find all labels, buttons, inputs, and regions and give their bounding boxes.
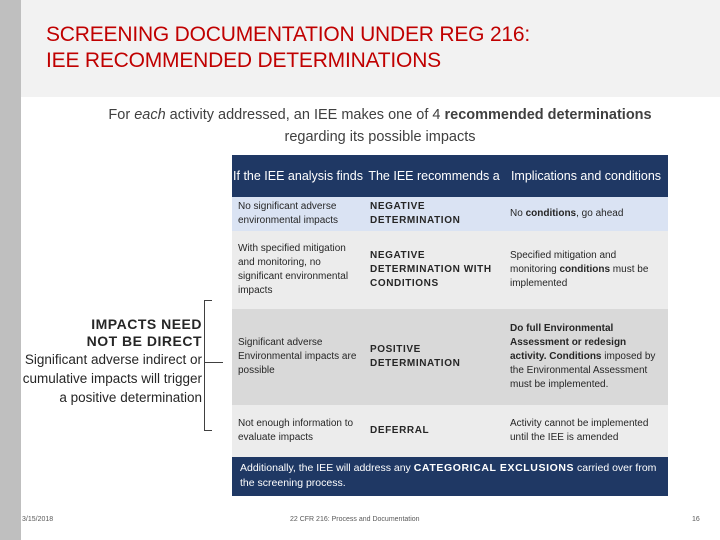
impacts-heading-2: NOT BE DIRECT bbox=[86, 333, 202, 349]
implications-cell bbox=[504, 309, 668, 405]
determination-cell: NEGATIVE DETERMINATION bbox=[370, 201, 461, 226]
impl-text: must be implemented bbox=[510, 264, 649, 289]
determination-cell: DEFERRAL bbox=[370, 425, 430, 436]
subtitle-line-2: regarding its possible impacts bbox=[284, 129, 476, 145]
slide-date: 3/15/2018 bbox=[22, 516, 54, 523]
slide-subtitle bbox=[40, 104, 720, 148]
impl-bold: Do full Environmental Assessment or redesign activity. bbox=[510, 323, 627, 362]
subtitle-text: activity addressed, an IEE makes one of 4 bbox=[165, 107, 445, 123]
impl-bold: conditions bbox=[559, 264, 611, 275]
finds-cell: With specified mitigation and monitoring, no significant environmental impacts bbox=[238, 243, 349, 296]
determination-cell: POSITIVE DETERMINATION bbox=[370, 344, 461, 369]
subtitle-text: For bbox=[108, 107, 135, 123]
impl-bold: conditions bbox=[525, 208, 577, 219]
implications-cell bbox=[504, 231, 668, 309]
impacts-body: Significant adverse indirect or cumulative impacts will trigger a positive determination bbox=[22, 352, 202, 405]
impl-bold: Conditions bbox=[549, 351, 602, 362]
footer-bold: CATEGORICAL EXCLUSIONS bbox=[413, 462, 575, 474]
header-implications: Implications and conditions bbox=[504, 155, 668, 197]
page-number: 16 bbox=[692, 516, 700, 523]
determination-cell: NEGATIVE DETERMINATION WITH CONDITIONS bbox=[370, 250, 492, 289]
implications-cell: Activity cannot be implemented until the IEE is amended bbox=[510, 418, 649, 443]
impacts-heading-1: IMPACTS NEED bbox=[91, 316, 202, 332]
bracket-pointer bbox=[205, 362, 223, 363]
title-line-2: IEE RECOMMENDED DETERMINATIONS bbox=[46, 49, 441, 72]
implications-cell bbox=[504, 197, 668, 231]
slide-title bbox=[46, 22, 706, 74]
footer-text: carried over from the screening process. bbox=[240, 462, 657, 489]
subtitle-emphasis: each bbox=[134, 107, 166, 123]
header-recommends: The IEE recommends a bbox=[364, 155, 504, 197]
bracket-top bbox=[204, 300, 212, 301]
bracket-bottom bbox=[204, 430, 212, 431]
impacts-callout bbox=[22, 316, 202, 407]
left-accent-bar bbox=[0, 0, 21, 540]
finds-cell: No significant adverse environmental impacts bbox=[238, 201, 339, 226]
finds-cell: Significant adverse Environmental impacts are possible bbox=[238, 337, 357, 376]
finds-cell: Not enough information to evaluate impacts bbox=[238, 418, 354, 443]
impl-text: , go ahead bbox=[576, 208, 624, 219]
slide-footer-title: 22 CFR 216: Process and Documentation bbox=[290, 516, 420, 523]
impl-text: No bbox=[510, 208, 526, 219]
title-line-1: SCREENING DOCUMENTATION UNDER REG 216: bbox=[46, 23, 531, 46]
subtitle-bold: recommended determinations bbox=[444, 107, 652, 123]
table-footer bbox=[232, 457, 668, 496]
impl-text: Specified mitigation and monitoring bbox=[510, 250, 617, 275]
footer-text: Additionally, the IEE will address any bbox=[240, 462, 414, 474]
impl-text: imposed by the Environmental Assessment must be implemented. bbox=[510, 351, 656, 390]
bracket-line bbox=[204, 300, 219, 430]
header-finds: If the IEE analysis finds bbox=[232, 155, 364, 197]
